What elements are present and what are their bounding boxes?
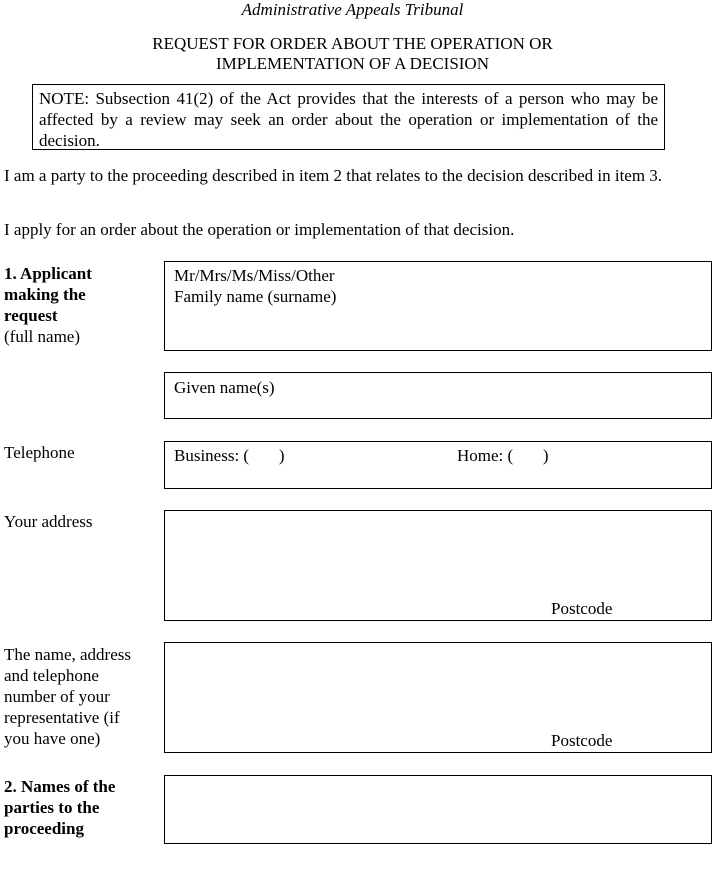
address-field[interactable] — [164, 510, 712, 621]
business-phone-label: Business: ( ) — [174, 446, 285, 465]
full-name-field[interactable] — [164, 261, 712, 351]
form-title-line2: IMPLEMENTATION OF A DECISION — [215, 54, 489, 73]
given-names-label: Given name(s) — [174, 378, 275, 397]
representative-field[interactable] — [164, 642, 712, 753]
form-title-line1: REQUEST FOR ORDER ABOUT THE OPERATION OR — [152, 34, 553, 53]
address-label: Your address — [4, 512, 93, 531]
section2-heading: 2. Names of the parties to the proceeding — [4, 777, 116, 838]
title-options-label: Mr/Mrs/Ms/Miss/Other — [174, 266, 335, 285]
section2-label — [4, 776, 134, 839]
telephone-label: Telephone — [4, 443, 75, 462]
section1-heading: 1. Applicant making the request — [4, 264, 92, 325]
note-box: NOTE: Subsection 41(2) of the Act provides that the interests of a person who may be affected by a review may seek an order about the operation or implementation of the decision. — [32, 84, 665, 150]
form-title — [0, 34, 705, 74]
apply-statement: I apply for an order about the operation or implementation of that decision. — [4, 220, 515, 239]
party-statement: I am a party to the proceeding described in item 2 that relates to the decision described in item 3. — [4, 166, 663, 185]
representative-label: The name, address and telephone number of your representative (if you have one) — [4, 645, 131, 748]
parties-field[interactable] — [164, 775, 712, 844]
home-phone-label: Home: ( ) — [457, 446, 549, 465]
family-name-label: Family name (surname) — [174, 287, 337, 306]
section1-label — [4, 263, 124, 347]
telephone-field[interactable] — [164, 441, 712, 489]
address-postcode-label: Postcode — [551, 599, 613, 618]
section1-subheading: (full name) — [4, 327, 80, 346]
tribunal-name: Administrative Appeals Tribunal — [241, 0, 464, 19]
given-names-field[interactable] — [164, 372, 712, 419]
representative-postcode-label: Postcode — [551, 731, 613, 750]
